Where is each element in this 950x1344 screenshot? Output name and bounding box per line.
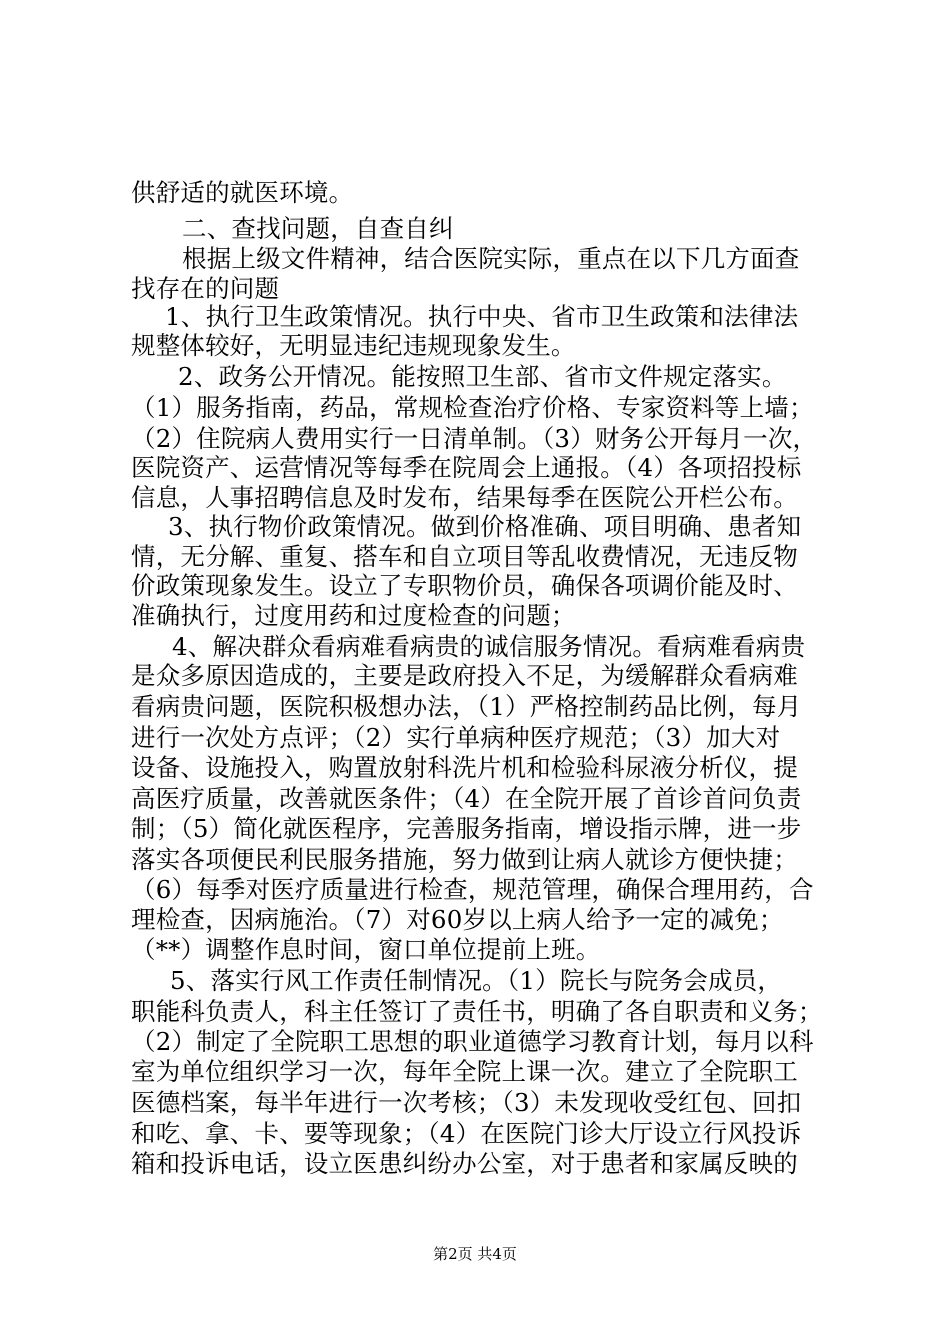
text-line: （**）调整作息时间，窗口单位提前上班。 [131,935,601,964]
text-line: 规整体较好，无明显违纪违规现象发生。 [131,331,576,360]
text-line: 找存在的问题 [131,274,280,303]
text-line: 3、执行物价政策情况。做到价格准确、项目明确、患者知 [168,512,802,541]
text-line: 信息，人事招聘信息及时发布，结果每季在医院公开栏公布。 [131,483,798,512]
text-line: （2）制定了全院职工思想的职业道德学习教育计划，每月以科 [131,1027,814,1056]
text-line: 准确执行，过度用药和过度检查的问题； [131,601,576,630]
text-line: 4、解决群众看病难看病贵的诚信服务情况。看病难看病贵 [172,632,806,661]
text-line: 箱和投诉电话，设立医患纠纷办公室，对于患者和家属反映的 [131,1149,798,1178]
text-line: 医院资产、运营情况等每季在院周会上通报。（4）各项招投标 [131,453,802,482]
text-line: 医德档案，每半年进行一次考核；（3）未发现收受红包、回扣 [131,1088,802,1117]
text-line: （6）每季对医疗质量进行检查，规范管理，确保合理用药，合 [131,875,814,904]
text-line: 和吃、拿、卡、要等现象；（4）在医院门诊大厅设立行风投诉 [131,1119,802,1148]
text-line: 职能科负责人，科主任签订了责任书，明确了各自职责和义务； [131,997,823,1026]
text-line: 室为单位组织学习一次，每年全院上课一次。建立了全院职工 [131,1057,798,1086]
text-line: 根据上级文件精神，结合医院实际，重点在以下几方面查 [182,244,800,273]
text-line: 情，无分解、重复、搭车和自立项目等乱收费情况，无违反物 [131,542,798,571]
text-line: 2、政务公开情况。能按照卫生部、省市文件规定落实。 [178,362,787,391]
text-line: 看病贵问题，医院积极想办法，（1）严格控制药品比例，每月 [131,692,802,721]
page-number-footer: 第2页 共4页 [433,1245,517,1263]
text-line: （1）服务指南，药品，常规检查治疗价格、专家资料等上墙； [131,393,814,422]
text-line: 价政策现象发生。设立了专职物价员，确保各项调价能及时、 [131,571,798,600]
text-line: 1、执行卫生政策情况。执行中央、省市卫生政策和法律法 [165,302,799,331]
text-line: 是众多原因造成的，主要是政府投入不足，为缓解群众看病难 [131,661,798,690]
text-line: 5、落实行风工作责任制情况。（1）院长与院务会成员， [170,966,783,995]
section-heading: 二、查找问题，自查自纠 [182,214,454,243]
text-line: 理检查，因病施治。（7）对60岁以上病人给予一定的减免； [131,905,784,934]
text-line: 设备、设施投入，购置放射科洗片机和检验科尿液分析仪，提 [131,753,798,782]
text-line: 进行一次处方点评；（2）实行单病种医疗规范；（3）加大对 [131,723,781,752]
text-line: 落实各项便民利民服务措施，努力做到让病人就诊方便快捷； [131,845,798,874]
text-line: （2）住院病人费用实行一日清单制。（3）财务公开每月一次， [131,424,818,453]
text-line: 供舒适的就医环境。 [131,178,354,207]
text-line: 高医疗质量，改善就医条件；（4）在全院开展了首诊首问负责 [131,784,802,813]
text-line: 制；（5）简化就医程序，完善服务指南，增设指示牌，进一步 [131,814,802,843]
